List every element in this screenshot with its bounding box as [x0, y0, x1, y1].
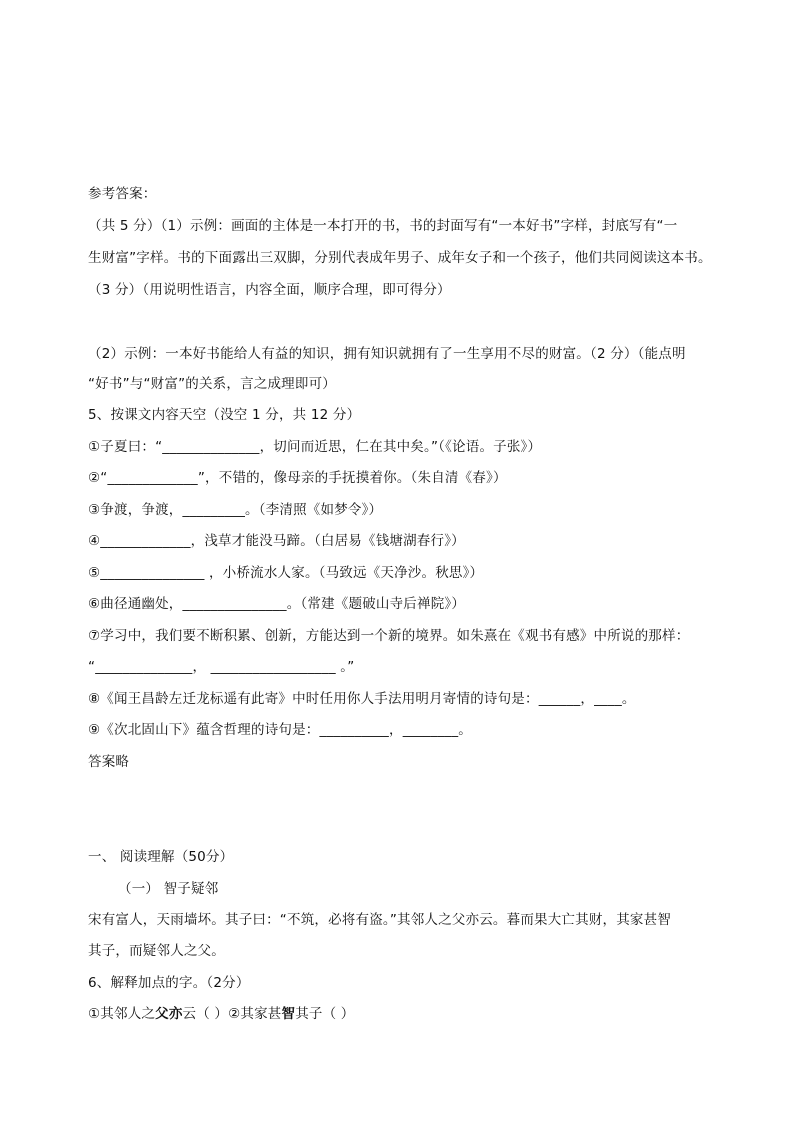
answer-line-3: （3 分）（用说明性语言，内容全面，顺序合理，即可得分）: [88, 282, 451, 298]
q6-text-3: 云（ ）②其家甚: [182, 1006, 282, 1022]
fill-blank-5: ⑤_______________ ，小桥流水人家。（马致远《天净沙。秋思》）: [88, 565, 484, 581]
q6-bold-char-1: 父: [155, 1006, 169, 1022]
answer-line-1: （共 5 分）（1）示例：画面的主体是一本打开的书，书的封面写有“一本好书”字样，封底写有“一: [88, 218, 678, 234]
answer-line-5: “好书”与“财富”的关系，言之成理即可）: [88, 376, 336, 392]
passage-line-2: 其子，而疑邻人之父。: [88, 943, 225, 959]
answer-heading: 参考答案：: [88, 186, 157, 202]
q6-bold-char-3: 智: [281, 1006, 296, 1022]
question-6-title: 6、解释加点的字。（2分）: [88, 975, 250, 991]
q6-text-4: 其子（ ）: [295, 1006, 355, 1022]
fill-blank-9: ⑨《次北固山下》蕴含哲理的诗句是：__________，________。: [88, 722, 473, 738]
fill-blank-1: ①子夏曰：“______________，切问而近思，仁在其中矣。”（《论语。子张》）: [88, 439, 542, 455]
fill-blank-3: ③争渡，争渡，_________。（李清照《如梦令》）: [88, 502, 383, 518]
q6-bold-char-2: 亦: [168, 1006, 183, 1022]
passage-line-1: 宋有富人，天雨墙坏。其子曰：“不筑，必将有盗。”其邻人之父亦云。暮而果大亡其财，其家甚智: [88, 912, 672, 928]
answer-omitted: 答案略: [88, 754, 130, 770]
fill-blank-7-blanks: “______________， __________________ 。”: [88, 659, 355, 675]
fill-blank-2: ②“_____________”，不错的，像母亲的手抚摸着你。（朱自清《春》）: [88, 470, 507, 486]
fill-blank-8: ⑧《闻王昌龄左迁龙标遥有此寄》中时任用你人手法用明月寄情的诗句是：______，____。: [88, 691, 636, 707]
section-title-reading: 一、 阅读理解（50分）: [88, 849, 234, 865]
fill-blank-4: ④_____________，浅草才能没马蹄。（白居易《钱塘湖春行》）: [88, 533, 465, 549]
q6-text-1: ①其邻人之: [88, 1006, 156, 1022]
fill-blank-7: ⑦学习中，我们要不断积累、创新，方能达到一个新的境界。如朱熹在《观书有感》中所说的那样：: [88, 628, 690, 644]
answer-line-2: 生财富”字样。书的下面露出三双脚，分别代表成年男子、成年女子和一个孩子，他们共同阅读这本书。: [88, 250, 712, 266]
passage-title: （一） 智子疑邻: [118, 881, 219, 897]
answer-line-4: （2）示例：一本好书能给人有益的知识，拥有知识就拥有了一生享用不尽的财富。（2 分）（能点明: [88, 346, 686, 362]
question-6-items: [88, 1004, 355, 1024]
fill-blank-6: ⑥曲径通幽处，_______________。（常建《题破山寺后禅院》）: [88, 596, 466, 612]
question-5-title: 5、按课文内容天空（没空 1 分，共 12 分）: [88, 407, 361, 423]
